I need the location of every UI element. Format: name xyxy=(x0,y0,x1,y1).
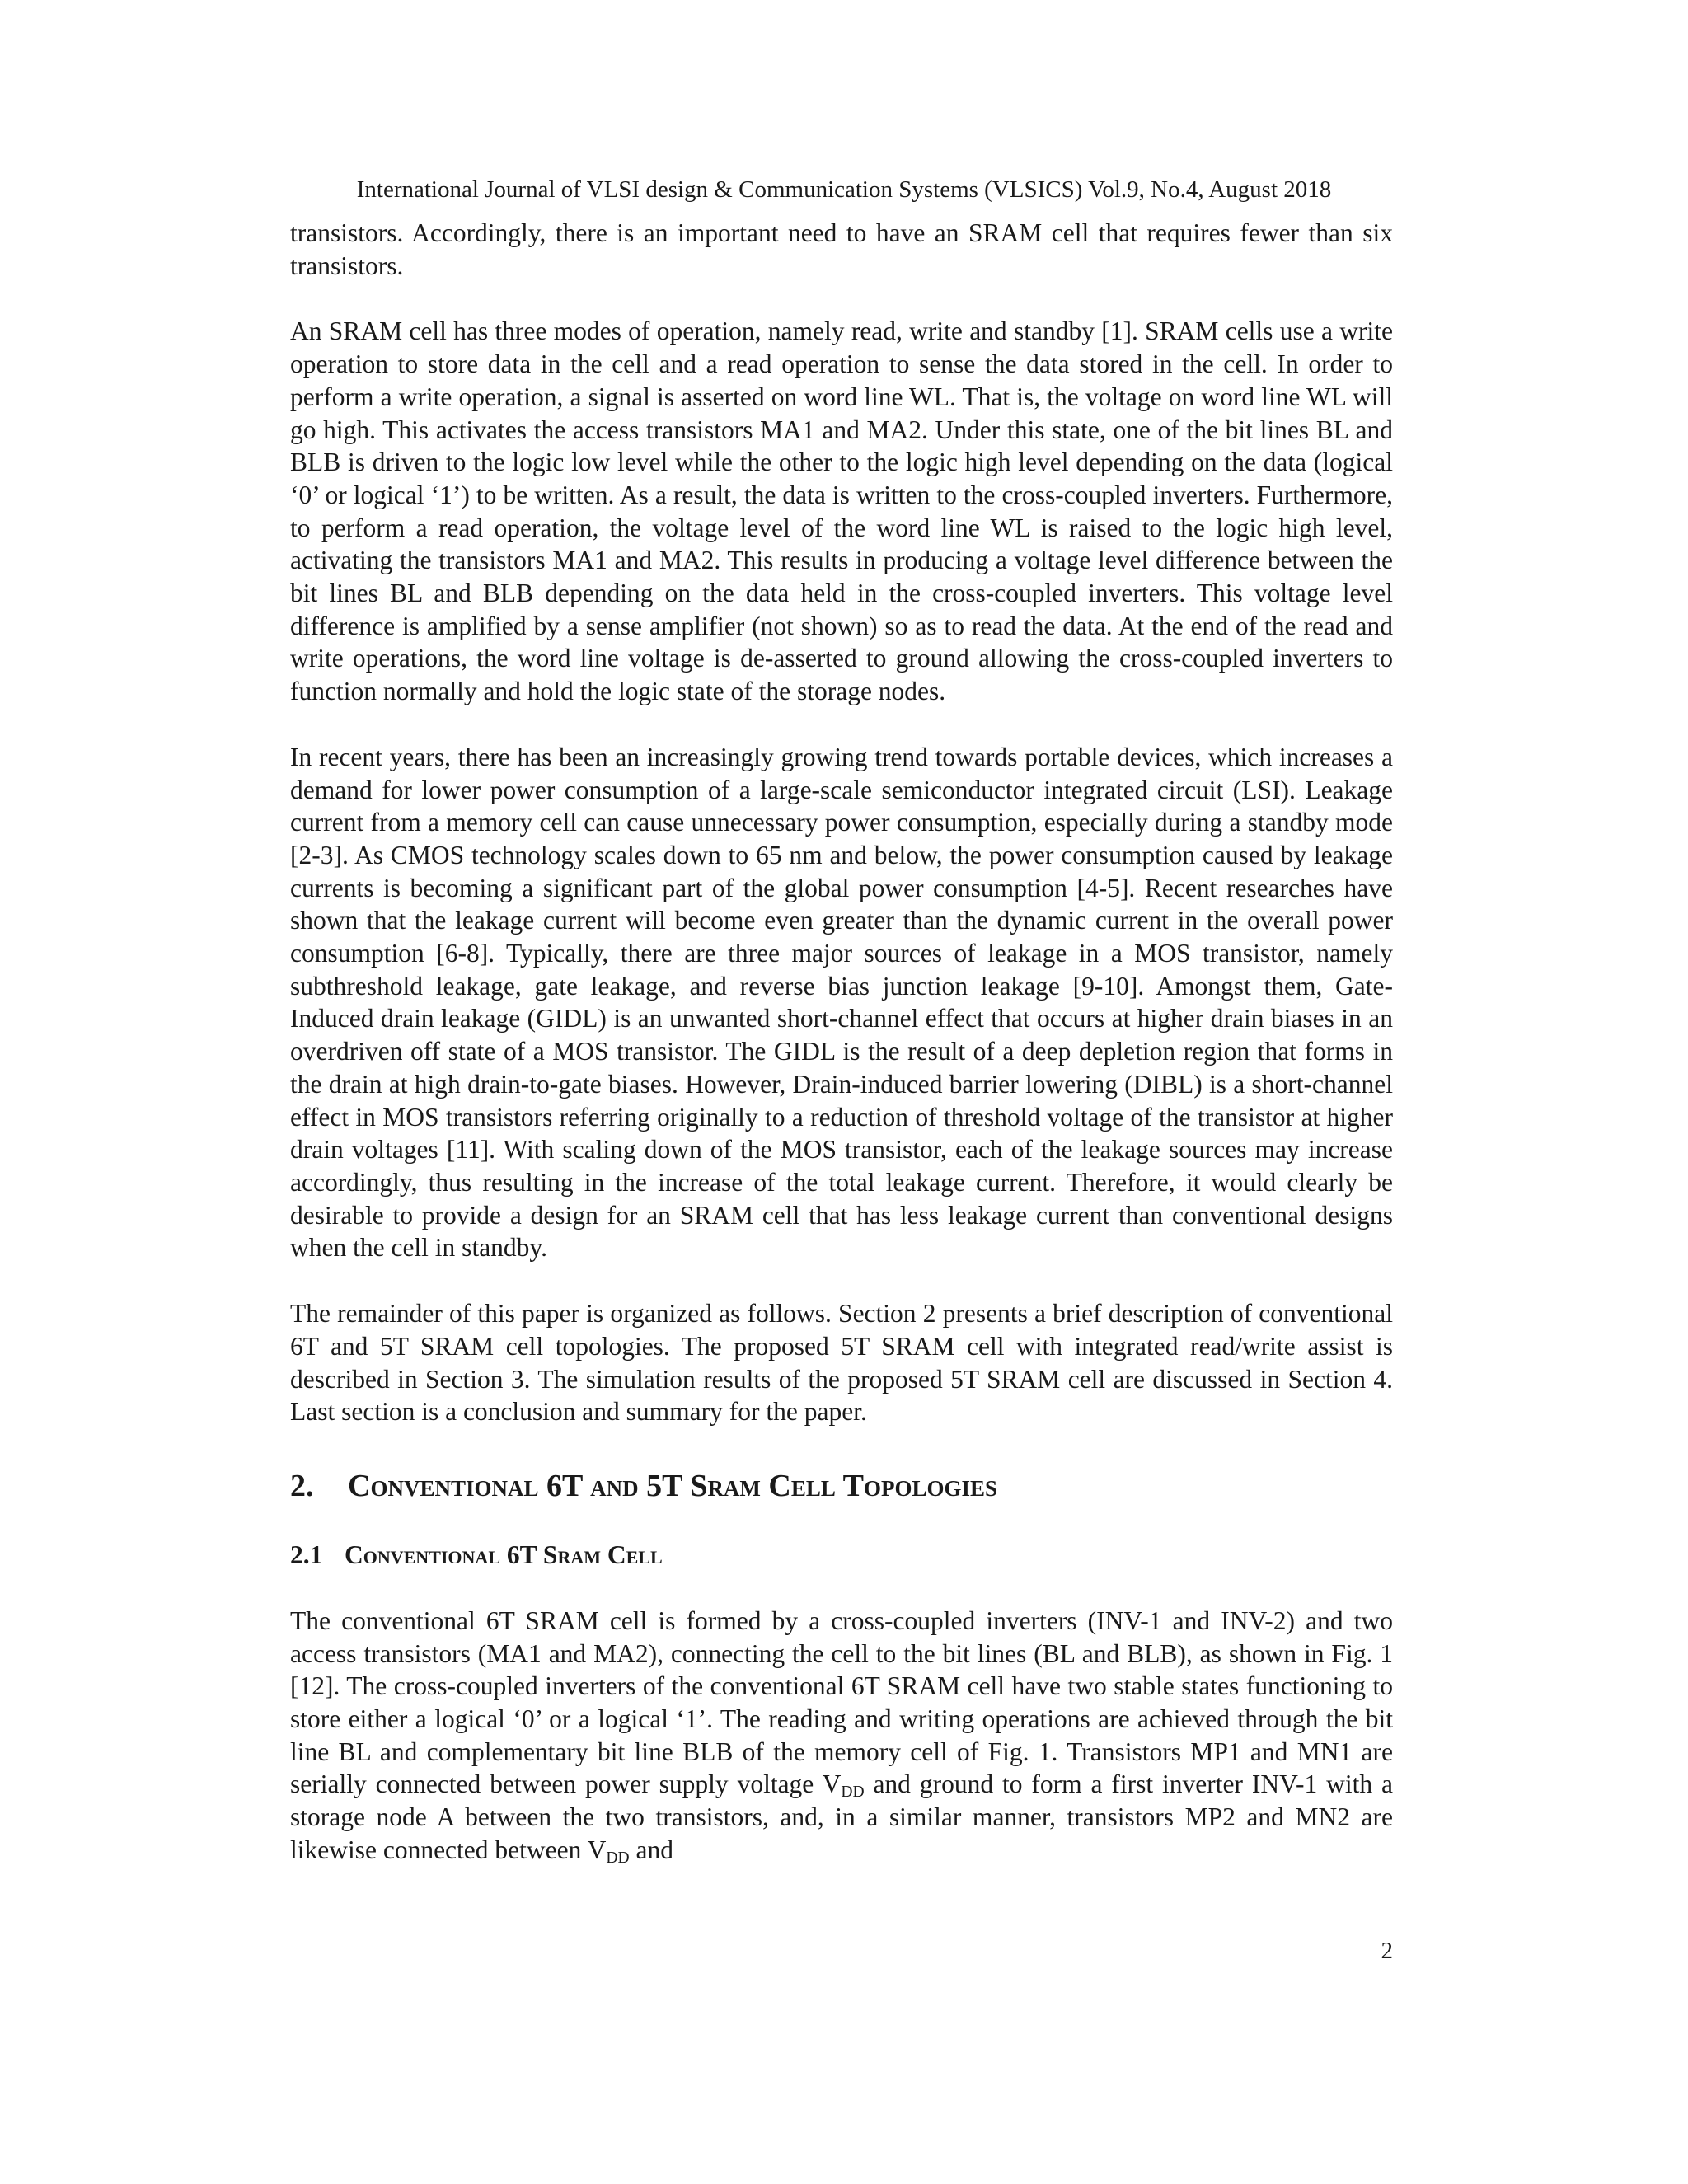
subsection-title: Conventional 6T Sram Cell xyxy=(345,1540,663,1569)
paragraph-6t-sram-description xyxy=(290,1605,1393,1867)
paragraph-sram-modes: An SRAM cell has three modes of operation, namely read, write and standby [1]. SRAM cells use a write operation to store data in the cell and a read operation to sense the data stored in the cell. In order to perform a write operation, a signal is asserted on word line WL. That is, the voltage on word line WL will go high. This activates the access transistors MA1 and MA2. Under this state, one of the bit lines BL and BLB is driven to the logic low level while the other to the logic high level depending on the data (logical ‘0’ or logical ‘1’) to be written. As a result, the data is written to the cross-coupled inverters. Furthermore, to perform a read operation, the voltage level of the word line WL is raised to the logic high level, activating the transistors MA1 and MA2. This results in producing a voltage level difference between the bit lines BL and BLB depending on the data held in the cross-coupled inverters. This voltage level difference is amplified by a sense amplifier (not shown) so as to read the data. At the end of the read and write operations, the word line voltage is de-asserted to ground allowing the cross-coupled inverters to function normally and hold the logic state of the storage nodes. xyxy=(290,316,1393,706)
voltage-letter: V xyxy=(822,1769,842,1799)
text-segment: and xyxy=(629,1835,673,1864)
paragraph-paper-organization: The remainder of this paper is organized as follows. Section 2 presents a brief description of conventional 6T and 5T SRAM cell topologies. The proposed 5T SRAM cell with integrated read/write assist is described in Section 3. The simulation results of the proposed 5T SRAM cell are discussed in Section 4. Last section is a conclusion and summary for the paper. xyxy=(290,1299,1393,1427)
paragraph-leakage-trends: In recent years, there has been an increasingly growing trend towards portable devices, which increases a demand for lower power consumption of a large-scale semiconductor integrated circuit (LSI). Leakage current from a memory cell can cause unnecessary power consumption, especially during a standby mode [2-3]. As CMOS technology scales down to 65 nm and below, the power consumption caused by leakage currents is becoming a significant part of the global power consumption [4-5]. Recent researches have shown that the leakage current will become even greater than the dynamic current in the overall power consumption [6-8]. Typically, there are three major sources of leakage in a MOS transistor, namely subthreshold leakage, gate leakage, and reverse bias junction leakage [9-10]. Amongst them, Gate-Induced drain leakage (GIDL) is an unwanted short-channel effect that occurs at higher drain biases in an overdriven off state of a MOS transistor. The GIDL is the result of a deep depletion region that forms in the drain at high drain-to-gate biases. However, Drain-induced barrier lowering (DIBL) is a short-channel effect in MOS transistors referring originally to a reduction of threshold voltage of the transistor at higher drain voltages [11]. With scaling down of the MOS transistor, each of the leakage sources may increase accordingly, thus resulting in the increase of the total leakage current. Therefore, it would clearly be desirable to provide a design for an SRAM cell that has less leakage current than conventional designs when the cell in standby. xyxy=(290,742,1393,1263)
vdd-symbol xyxy=(822,1769,865,1802)
dd-subscript: DD xyxy=(606,1849,630,1867)
journal-running-header: International Journal of VLSI design & Communication Systems (VLSICS) Vol.9, No.4, August 2018 xyxy=(356,176,1332,203)
text-segment: and ground to form a first inverter INV-1 with a storage node A between the two transistors, and, in a similar manner, transistors MP2 and MN2 are likewise connected between xyxy=(290,1769,1393,1864)
paragraph-continuation: transistors. Accordingly, there is an important need to have an SRAM cell that requires fewer than six transistors. xyxy=(290,218,1393,280)
dd-subscript: DD xyxy=(841,1783,865,1802)
section-title: Conventional 6T and 5T Sram Cell Topologies xyxy=(348,1468,998,1503)
voltage-letter: V xyxy=(587,1835,607,1864)
page-number: 2 xyxy=(1381,1938,1393,1964)
vdd-symbol xyxy=(587,1835,630,1867)
section-number: 2. xyxy=(290,1468,314,1503)
body-column xyxy=(290,217,1393,1867)
section-heading-2 xyxy=(290,1466,1393,1506)
subsection-number: 2.1 xyxy=(290,1540,323,1569)
subsection-heading-2-1 xyxy=(290,1539,1393,1572)
text-segment: The conventional 6T SRAM cell is formed by a cross-coupled inverters (INV-1 and INV-2) and two access transistors (MA1 and MA2), connecting the cell to the bit lines (BL and BLB), as shown in Fig. 1 [12]. The cross-coupled inverters of the conventional 6T SRAM cell have two stable states functioning to store either a logical ‘0’ or a logical ‘1’. The reading and writing operations are achieved through the bit line BL and complementary bit line BLB of the memory cell of Fig. 1. Transistors MP1 and MN1 are serially connected between power supply voltage xyxy=(290,1605,1393,1799)
